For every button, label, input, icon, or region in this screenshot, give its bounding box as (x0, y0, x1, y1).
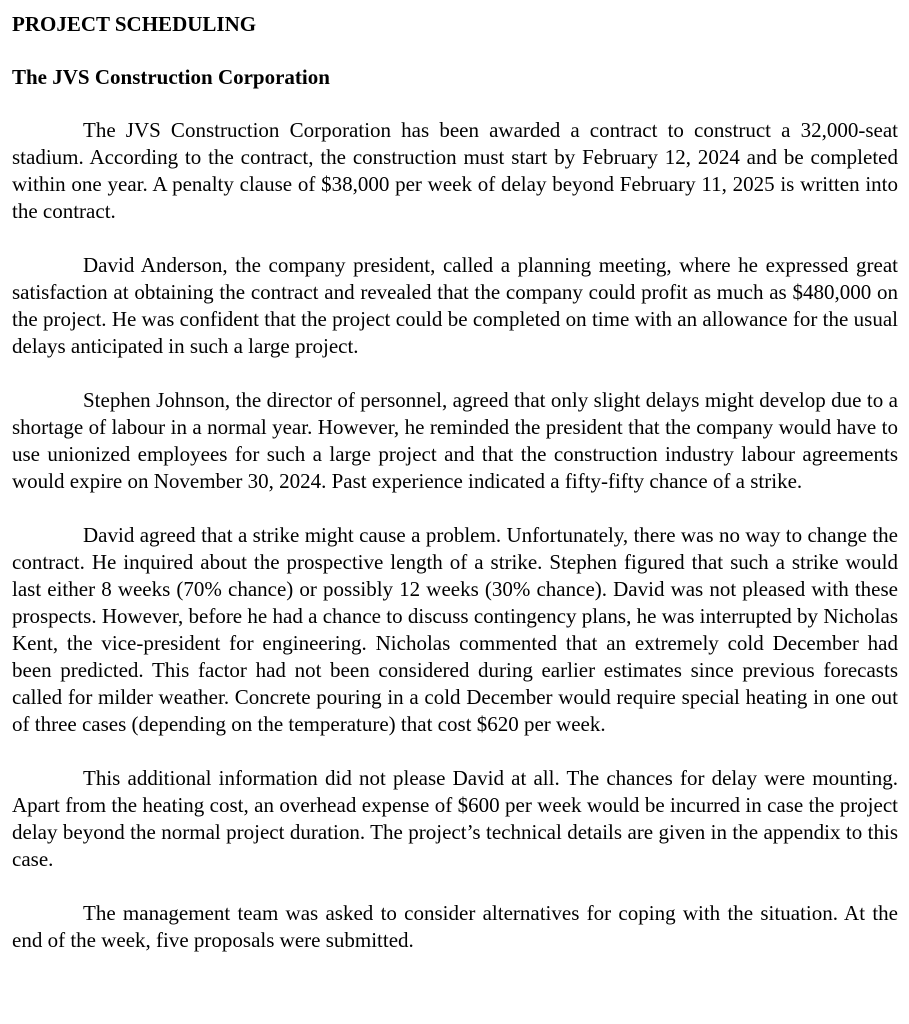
paragraph-strike-weather: David agreed that a strike might cause a problem. Unfortunately, there was no way to change the contract. He inquired about the prospective length of a strike. Stephen figured that such a strike would last either 8 weeks (70% chance) or possibly 12 weeks (30% chance). David was not pleased with these prospects. However, before he had a chance to discuss contingency plans, he was interrupted by Nicholas Kent, the vice-president for engineering. Nicholas commented that an extremely cold December had been predicted. This factor had not been considered during earlier estimates since previous forecasts called for milder weather. Concrete pouring in a cold December would require special heating in one out of three cases (depending on the temperature) that cost $620 per week. (12, 523, 898, 736)
section-title: PROJECT SCHEDULING (12, 12, 257, 36)
paragraph-planning-meeting: David Anderson, the company president, called a planning meeting, where he expressed great satisfaction at obtaining the contract and revealed that the company could profit as much as $480,000 on the project. He was confident that the project could be completed on time with an allowance for the usual delays anticipated in such a large project. (12, 253, 898, 358)
paragraph-labour-strike: Stephen Johnson, the director of personnel, agreed that only slight delays might develop due to a shortage of labour in a normal year. However, he reminded the president that the company would have to use unionized employees for such a large project and that the construction industry labour agreements would expire on November 30, 2024. Past experience indicated a fifty-fifty chance of a strike. (12, 388, 898, 493)
paragraph-proposals: The management team was asked to consider alternatives for coping with the situation. At the end of the week, five proposals were submitted. (12, 901, 898, 952)
paragraph-contract: The JVS Construction Corporation has been awarded a contract to construct a 32,000-seat stadium. According to the contract, the construction must start by February 12, 2024 and be completed within one year. A penalty clause of $38,000 per week of delay beyond February 11, 2025 is written into the contract. (12, 118, 898, 223)
case-title: The JVS Construction Corporation (12, 65, 330, 89)
paragraph-overhead-cost: This additional information did not please David at all. The chances for delay were mounting. Apart from the heating cost, an overhead expense of $600 per week would be incurred in case the project delay beyond the normal project duration. The project’s technical details are given in the appendix to this case. (12, 766, 898, 871)
